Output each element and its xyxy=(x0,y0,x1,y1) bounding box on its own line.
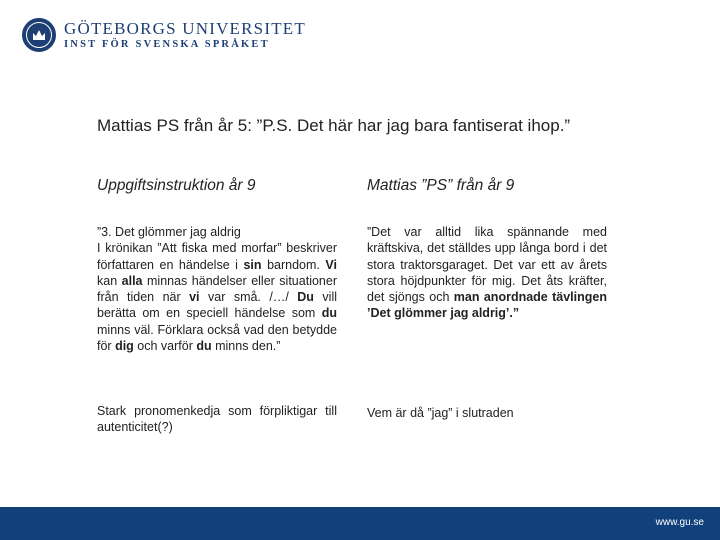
pronoun-highlight: sin xyxy=(243,257,262,272)
university-wordmark xyxy=(64,20,306,51)
department-name: INST FÖR SVENSKA SPRÅKET xyxy=(64,38,270,50)
pronoun-highlight: Du xyxy=(297,290,314,305)
right-quote-bold: man anordnade tävlingen ’Det glömmer jag aldrig’.” xyxy=(367,290,607,321)
university-seal-icon xyxy=(22,18,56,52)
quote-text: minns den.” xyxy=(211,339,281,354)
footer-url[interactable]: www.gu.se xyxy=(655,517,704,528)
quote-text: minns väl. Förklara också vad den betydde för xyxy=(97,322,337,354)
header xyxy=(22,18,306,52)
quote-text: kan xyxy=(97,273,122,288)
pronoun-highlight: vi xyxy=(189,290,200,305)
pronoun-highlight: du xyxy=(321,306,337,321)
left-quote-body xyxy=(97,240,337,354)
university-name: GÖTEBORGS UNIVERSITET xyxy=(64,18,306,38)
right-note: Vem är då ”jag” i slutraden xyxy=(367,406,514,420)
quote-text: barndom. xyxy=(261,257,326,272)
quote-text: och varför xyxy=(133,339,197,354)
footer-bar xyxy=(0,507,720,540)
right-quote-text: ”Det var alltid lika spännande med kräftskiva, det ställdes upp långa bord i det stora traktorsgaraget. Det var ett av årets stora höjdpunkter för mig. Det åts kräfter, det sjöngs och xyxy=(367,225,607,305)
quote-text: var små. /…/ xyxy=(199,290,298,305)
pronoun-highlight: du xyxy=(196,339,212,354)
pronoun-highlight: alla xyxy=(121,273,143,288)
slide-title: Mattias PS från år 5: ”P.S. Det här har jag bara fantiserat ihop.” xyxy=(97,116,571,135)
pronoun-highlight: dig xyxy=(115,339,134,354)
quote-text: I krönikan ”Att fiska med morfar” beskriver författaren en händelse i xyxy=(97,241,337,272)
left-note: Stark pronomenkedja som förpliktigar till autenticitet(?) xyxy=(97,404,337,435)
right-quote xyxy=(367,224,607,322)
right-column-heading: Mattias ”PS” från år 9 xyxy=(367,177,515,194)
quote-text: minnas händelser eller situationer från tiden när xyxy=(97,273,337,305)
left-quote xyxy=(97,224,337,354)
left-quote-first-line: ”3. Det glömmer jag aldrig xyxy=(97,225,241,239)
quote-text: vill berätta om en speciell händelse som xyxy=(97,290,337,321)
left-column-heading: Uppgiftsinstruktion år 9 xyxy=(97,177,256,194)
pronoun-highlight: Vi xyxy=(325,257,337,272)
